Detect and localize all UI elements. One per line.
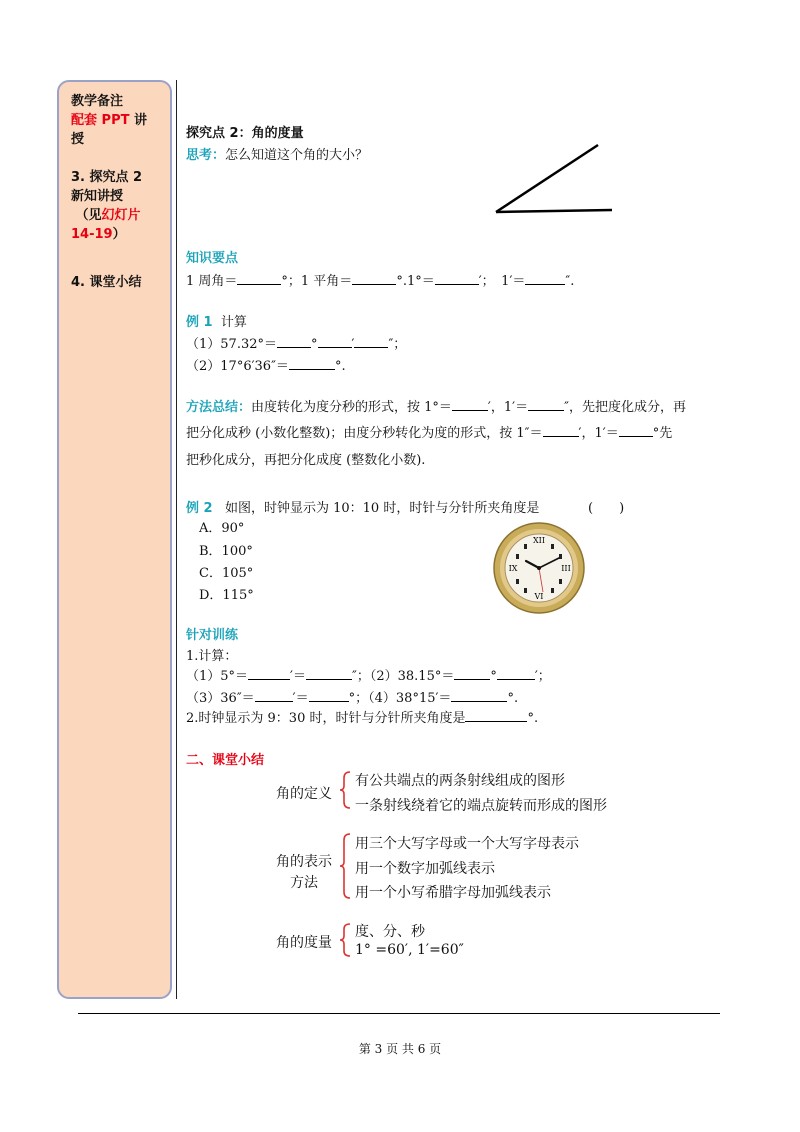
blank — [435, 271, 479, 285]
knowledge-t5: ″. — [565, 274, 575, 289]
blank — [465, 708, 527, 722]
angle-ray-upper — [496, 145, 598, 212]
ex1-label: 例 1 — [186, 315, 213, 330]
notes-slides-a: （见 — [75, 208, 102, 223]
blank — [451, 688, 507, 702]
blank — [354, 334, 388, 348]
summary-rep-label-2: 方法 — [290, 875, 318, 891]
blank — [543, 423, 579, 437]
ex2-text: 如图，时钟显示为 10：10 时，时针与分针所夹角度是 — [224, 501, 540, 516]
training-l1c: ″；（2）38.15°＝ — [352, 669, 455, 684]
blank — [306, 666, 352, 680]
notes-section4: 4. 课堂小结 — [71, 275, 142, 290]
blank — [528, 397, 564, 411]
summary-rep-item-2: 用一个数字加弧线表示 — [355, 861, 495, 877]
knowledge-t1: 1 周角＝ — [186, 274, 238, 289]
training-label: 针对训练 — [186, 628, 239, 643]
training-l2c: °；（4）38°15′＝ — [348, 691, 452, 706]
method-l1a: 由度转化为度分秒的形式，按 1°＝ — [251, 400, 452, 415]
blank — [248, 666, 290, 680]
blank — [318, 334, 352, 348]
notes-section3: 3. 探究点 2 — [71, 170, 143, 185]
knowledge-t2: °；1 平角＝ — [281, 274, 353, 289]
clock-numeral-9: IX — [508, 564, 518, 573]
blank — [452, 397, 488, 411]
column-divider — [176, 80, 177, 999]
summary-meas-item-1: 度、分、秒 — [355, 924, 425, 940]
teaching-notes-sidebar — [57, 80, 172, 999]
notes-title: 教学备注 — [71, 94, 124, 109]
notes-ppt-line — [71, 111, 162, 130]
training-l2d: °. — [507, 691, 519, 706]
blank — [237, 271, 281, 285]
notes-slides-b: 幻灯片 — [101, 208, 141, 223]
summary-def-brace — [338, 770, 352, 810]
training-l3b: °. — [527, 711, 539, 726]
training-l1d: ° — [490, 669, 497, 684]
clock-numeral-12: XII — [532, 536, 546, 545]
summary-meas-item-2: 1° =60′, 1′=60″ — [355, 942, 464, 958]
ex1-q1d: ″； — [388, 337, 407, 352]
ex1-q1 — [186, 333, 406, 352]
knowledge-t3: °.1°＝ — [396, 274, 435, 289]
blank — [309, 688, 349, 702]
notes-ppt-a: 配套 — [71, 113, 98, 128]
blank — [497, 666, 535, 680]
angle-figure — [490, 140, 620, 220]
notes-slides-line — [71, 206, 162, 225]
ex1-q1a: （1）57.32°＝ — [186, 337, 277, 352]
ex1-text: 计算 — [220, 315, 247, 330]
blank — [525, 271, 565, 285]
ex2-option-b: B．100° — [199, 544, 253, 559]
think-line — [186, 144, 368, 163]
ex1-q1b: ° — [311, 337, 318, 352]
method-l2c: °先 — [652, 426, 673, 441]
ex2-option-d: D．115° — [199, 588, 254, 603]
method-l2b: ′，1′＝ — [578, 426, 619, 441]
summary-rep-brace — [338, 832, 352, 900]
training-line3 — [186, 707, 538, 726]
training-line1 — [186, 665, 551, 684]
method-l1c: ″，先把度化成分，再 — [564, 400, 686, 415]
angle-ray-lower — [496, 210, 612, 212]
blank — [619, 423, 653, 437]
training-l1b: ′＝ — [290, 669, 306, 684]
training-l1a: （1）5°＝ — [186, 669, 249, 684]
ex2-label: 例 2 — [186, 501, 213, 516]
ex1-q2 — [186, 355, 346, 374]
ex2-option-c: C．105° — [199, 566, 254, 581]
notes-ppt-c: 讲 — [134, 113, 148, 128]
summary-meas-brace — [338, 922, 352, 958]
ex2-header — [186, 497, 539, 516]
section-title: 探究点 2：角的度量 — [186, 126, 304, 141]
summary-def-item-2: 一条射线绕着它的端点旋转而形成的图形 — [355, 798, 607, 814]
method-line3: 把秒化成分，再把分化成度 (整数化小数). — [186, 453, 426, 468]
method-l1b: ′，1′＝ — [487, 400, 529, 415]
blank — [255, 688, 293, 702]
blank — [277, 334, 311, 348]
think-label: 思考： — [186, 148, 226, 163]
ex1-q2b: °. — [334, 359, 346, 374]
ex2-answer-paren: ( ) — [588, 501, 625, 516]
blank — [454, 666, 490, 680]
page-number: 第 3 页 共 6 页 — [358, 1042, 442, 1056]
summary-meas-label: 角的度量 — [276, 935, 332, 951]
training-l2b: ′＝ — [292, 691, 309, 706]
training-intro: 1.计算： — [186, 649, 238, 664]
footer-rule — [78, 1013, 720, 1014]
ex1-header — [186, 311, 247, 330]
notes-slides-range-b: ） — [112, 227, 126, 242]
blank — [352, 271, 396, 285]
knowledge-label: 知识要点 — [186, 251, 239, 266]
clock-center — [537, 566, 541, 570]
summary-rep-item-3: 用一个小写希腊字母加弧线表示 — [355, 885, 551, 901]
knowledge-line — [186, 270, 574, 289]
notes-line3: 授 — [71, 132, 85, 147]
summary-rep-item-1: 用三个大写字母或一个大写字母表示 — [355, 836, 579, 852]
ex1-q2a: （2）17°6′36″＝ — [186, 359, 289, 374]
clock-numeral-3: III — [561, 564, 571, 573]
ex1-q1c: ′ — [351, 337, 355, 352]
training-l3a: 2.时钟显示为 9：30 时，时针与分针所夹角度是 — [186, 711, 466, 726]
summary-def-label: 角的定义 — [276, 786, 332, 802]
clock-numeral-6: VI — [534, 592, 544, 601]
method-line1 — [186, 396, 686, 415]
notes-ppt-b: PPT — [101, 113, 130, 128]
notes-section3-sub: 新知讲授 — [71, 189, 124, 204]
think-text: 怎么知道这个角的大小？ — [225, 148, 369, 163]
training-l1e: ′； — [534, 669, 551, 684]
blank — [289, 356, 335, 370]
method-line2 — [186, 422, 672, 441]
clock-image — [493, 522, 585, 614]
training-line2 — [186, 687, 518, 706]
method-l2a: 把分化成秒 (小数化整数)；由度分秒转化为度的形式，按 1″＝ — [186, 426, 543, 441]
summary-heading: 二、课堂小结 — [186, 753, 265, 768]
ex2-option-a: A．90° — [199, 521, 245, 536]
notes-slides-range — [71, 225, 162, 244]
summary-def-item-1: 有公共端点的两条射线组成的图形 — [355, 773, 565, 789]
summary-rep-label-1: 角的表示 — [276, 854, 332, 870]
training-l2a: （3）36″＝ — [186, 691, 255, 706]
method-label: 方法总结： — [186, 400, 252, 415]
knowledge-t4: ′； 1′＝ — [478, 274, 526, 289]
notes-slides-range-a: 14-19 — [71, 227, 113, 242]
